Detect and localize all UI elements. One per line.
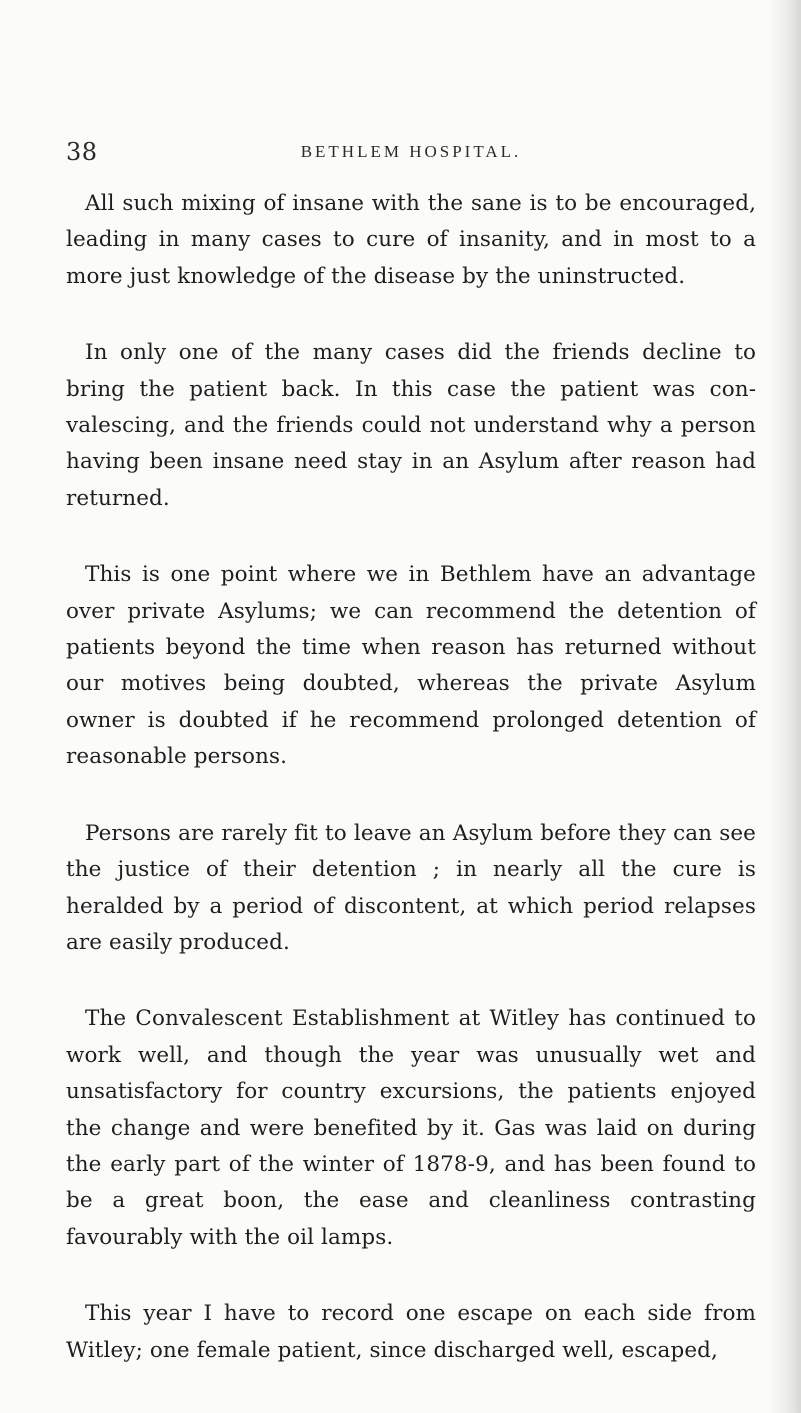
body-text xyxy=(66,186,756,1369)
page-number: 38 xyxy=(66,138,98,166)
paragraph-discontent: Persons are rarely fit to leave an Asylum before they can see the justice of their detention ; in nearly all the cure is heralded by a period of discontent, at which period relapses are easily produced. xyxy=(66,820,756,955)
paragraph-bethlem-advantage: This is one point where we in Bethlem have an advantage over private Asylums; we can recommend the detention of patients beyond the time when reason has returned without our motives being doubted, whereas the private Asylum owner is doubted if he recommend prolonged detention of reasonable persons. xyxy=(66,562,756,770)
paragraph-friends-decline: In only one of the many cases did the friends decline to bring the patient back. In this case the patient was convalescing, and the friends could not understand why a person having been insane need stay in an Asylum after reason had returned. xyxy=(66,340,756,511)
page-edge-shadow xyxy=(769,0,801,1413)
paragraph-escapes: This year I have to record one escape on each side from Witley; one female patient, since discharged well, escaped, xyxy=(66,1301,756,1363)
page-header xyxy=(66,138,756,168)
paragraph-witley-convalescent: The Convalescent Establishment at Witley has continued to work well, and though the year was unusually wet and unsatisfactory for country excursions, the patients enjoyed the change and were benefited by it. Gas was laid on during the early part of the winter of 1878-9, and has been found to be a great boon, the ease and cleanliness contrasting favourably with the oil lamps. xyxy=(66,1006,756,1250)
paragraph-mixing-insane: All such mixing of insane with the sane is to be encouraged, leading in many cases to cure of insanity, and in most to a more just knowledge of the disease by the uninstructed. xyxy=(66,191,756,289)
running-head: BETHLEM HOSPITAL. xyxy=(300,142,522,161)
